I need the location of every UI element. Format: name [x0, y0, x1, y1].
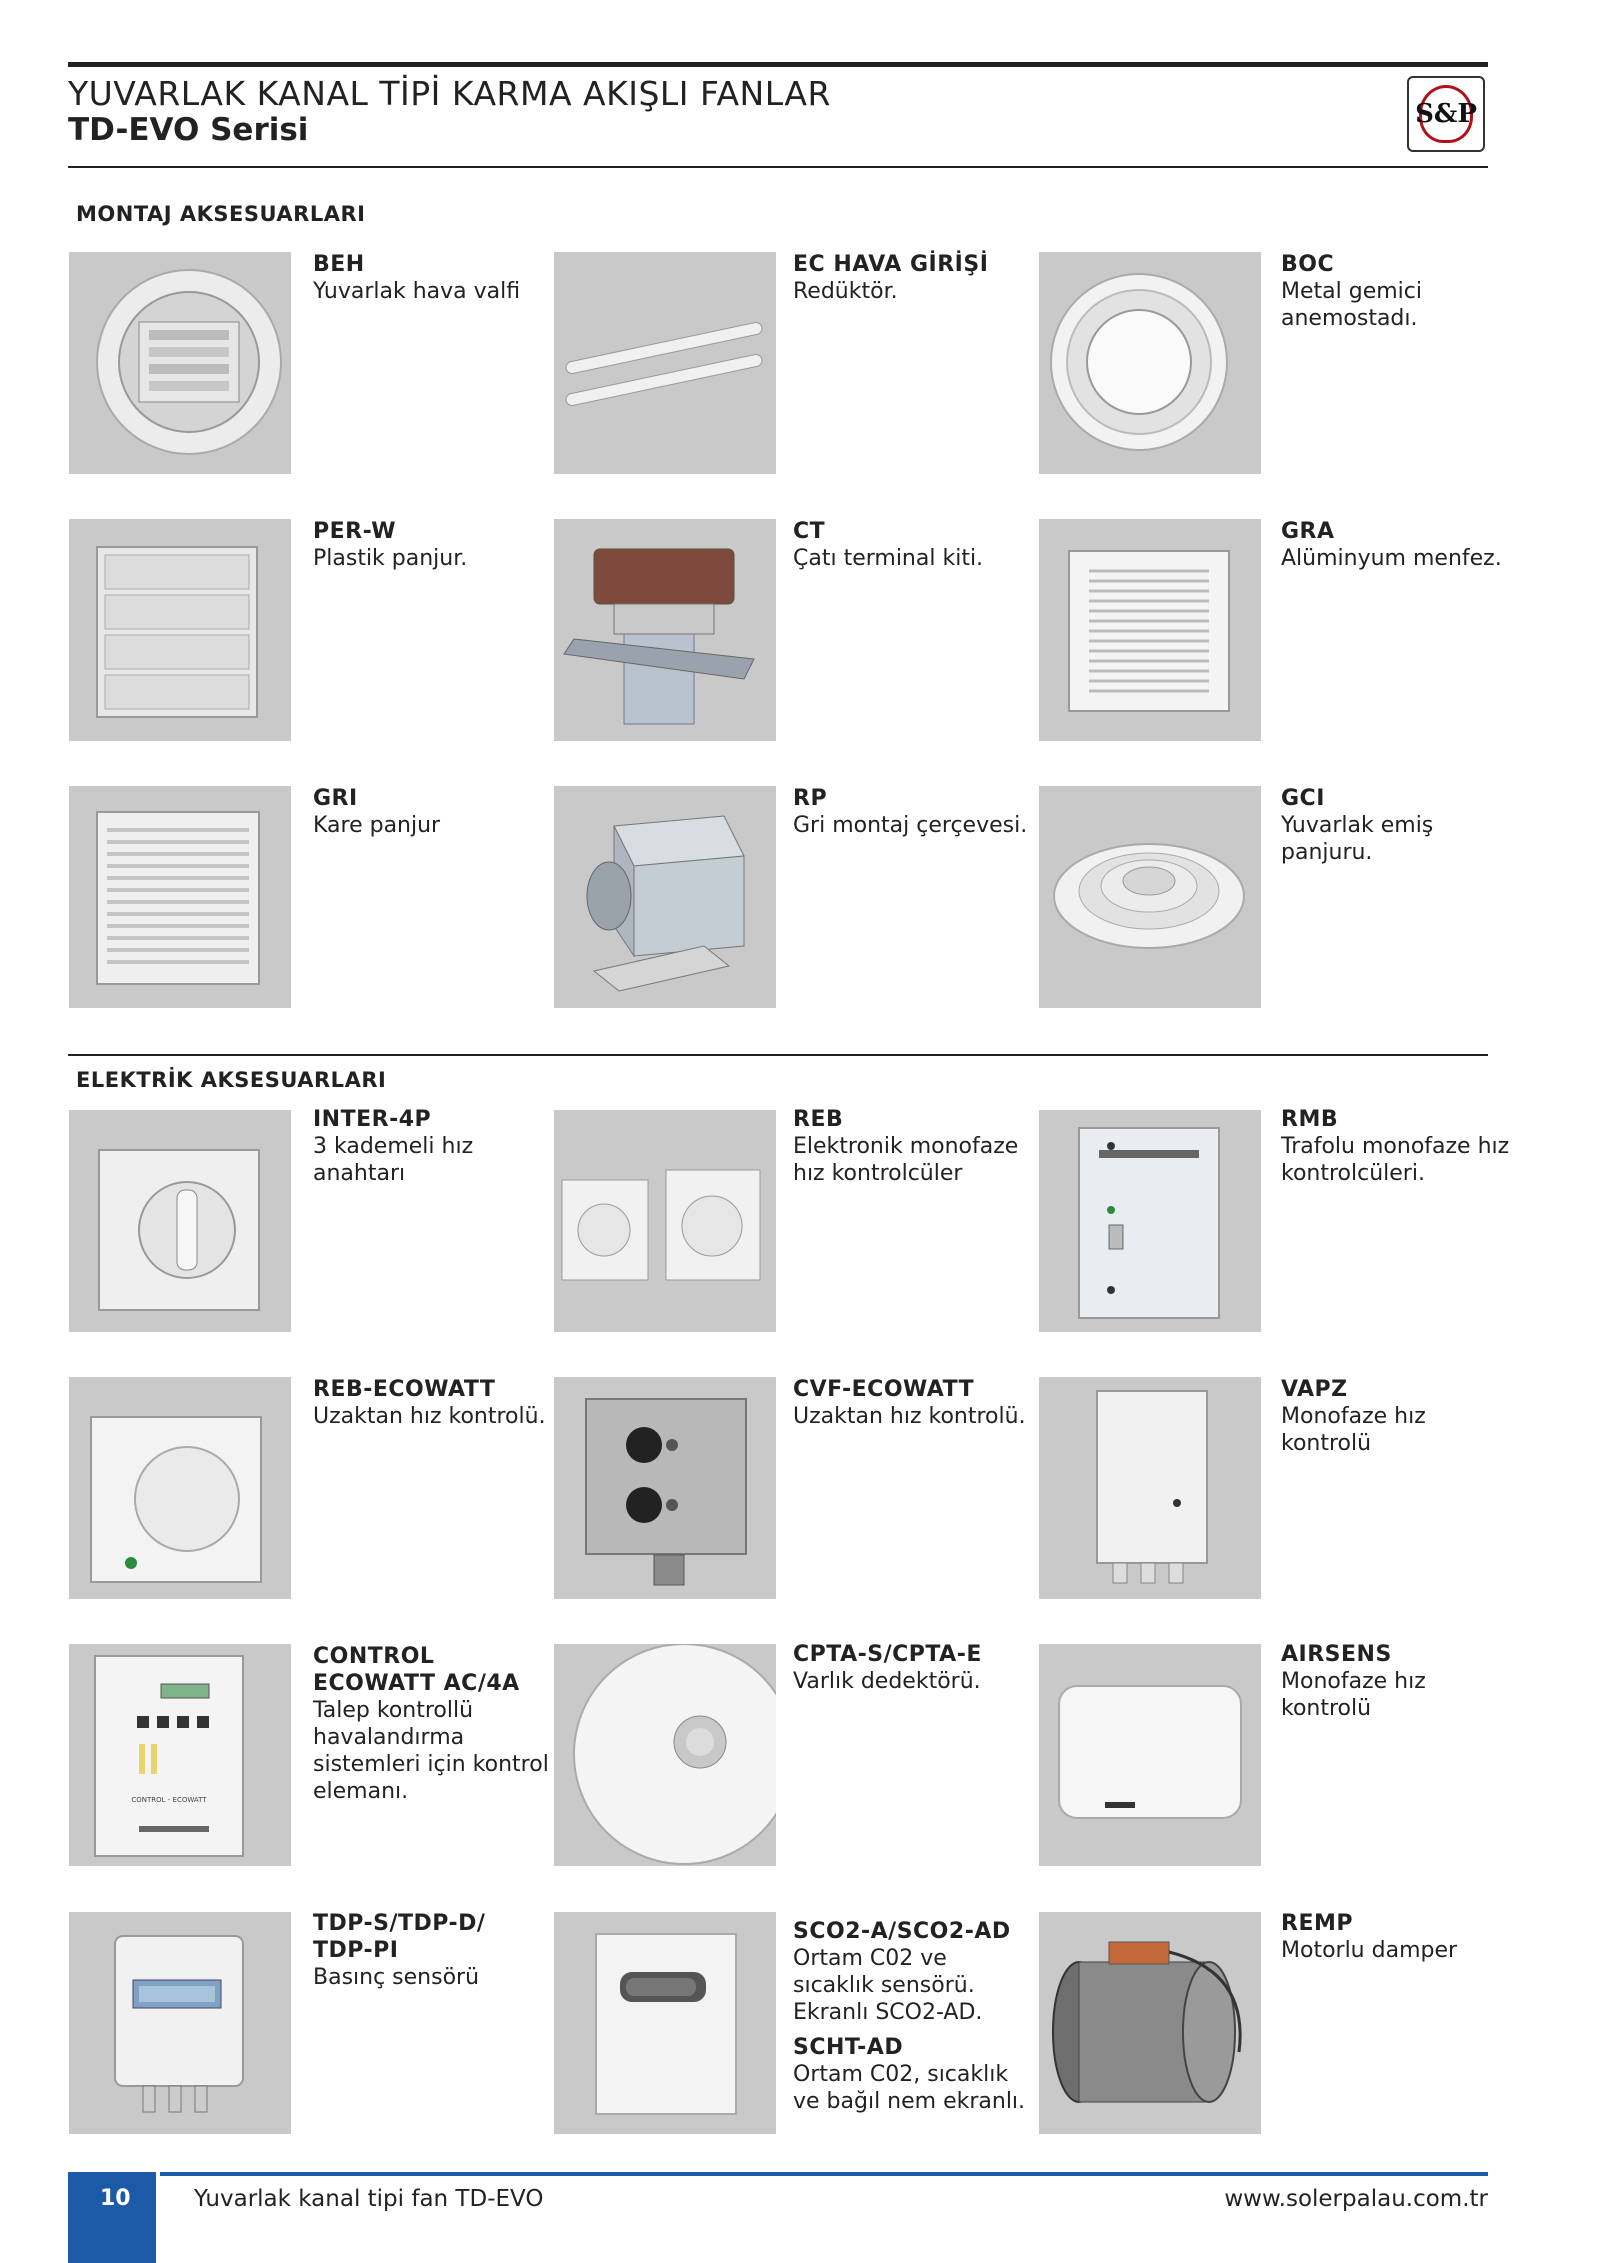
header-bottom-rule: [68, 166, 1488, 168]
product-inter-4p: [313, 1106, 553, 1187]
product-code: REMP: [1281, 1911, 1353, 1936]
product-image-ct: [554, 519, 776, 741]
product-code: REB: [793, 1107, 844, 1132]
product-description: 3 kademeli hız anahtarı: [313, 1134, 474, 1186]
product-description: Gri montaj çerçevesi.: [793, 813, 1028, 838]
product-description: Yuvarlak emiş panjuru.: [1281, 813, 1434, 865]
product-ct: [793, 518, 1033, 572]
product-image-control-ecowatt: [69, 1644, 291, 1866]
product-code: PER-W: [313, 519, 397, 544]
product-description: Kare panjur: [313, 813, 441, 838]
product-description: Ortam C02 ve sıcaklık sensörü. Ekranlı SCO2-AD.: [793, 1946, 983, 2025]
product-description: Uzaktan hız kontrolü.: [793, 1404, 1026, 1429]
product-description: Trafolu monofaze hız kontrolcüleri.: [1281, 1134, 1510, 1186]
product-sco2: [793, 1918, 1033, 2115]
product-code: VAPZ: [1281, 1377, 1348, 1402]
product-code: BOC: [1281, 252, 1335, 277]
product-code: GCI: [1281, 786, 1325, 811]
product-description: Çatı terminal kiti.: [793, 546, 984, 571]
product-code-secondary: SCHT-AD: [793, 2035, 904, 2060]
product-image-sco2: [554, 1912, 776, 2134]
product-code: BEH: [313, 252, 365, 277]
product-description: Redüktör.: [793, 279, 898, 304]
sp-logo-mark: S&P: [1419, 85, 1473, 143]
product-image-vapz: [1039, 1377, 1261, 1599]
product-remp: [1281, 1910, 1521, 1964]
product-description: Monofaze hız kontrolü: [1281, 1404, 1426, 1456]
product-code: GRA: [1281, 519, 1335, 544]
control-ecowatt-label: CONTROL - ECOWATT: [131, 1796, 207, 1804]
product-cvf-ecowatt: [793, 1376, 1033, 1430]
product-description: Elektronik monofaze hız kontrolcüler: [793, 1134, 1019, 1186]
product-image-remp: [1039, 1912, 1261, 2134]
product-vapz: [1281, 1376, 1521, 1457]
product-gra: [1281, 518, 1521, 572]
product-description: Talep kontrollü havalandırma sistemleri için kontrol elemanı.: [313, 1698, 549, 1804]
product-description: Basınç sensörü: [313, 1965, 480, 1990]
product-description: Uzaktan hız kontrolü.: [313, 1404, 546, 1429]
product-beh: [313, 251, 553, 305]
product-description-secondary: Ortam C02, sıcaklık ve bağıl nem ekranlı.: [793, 2062, 1026, 2114]
product-image-reb-ecowatt: [69, 1377, 291, 1599]
product-image-beh: [69, 252, 291, 474]
product-code: SCO2-A/SCO2-AD: [793, 1919, 1011, 1944]
product-image-tdp: [69, 1912, 291, 2134]
product-description: Motorlu damper: [1281, 1938, 1458, 1963]
product-image-rp: [554, 786, 776, 1008]
header-top-rule: [68, 62, 1488, 67]
product-airsens: [1281, 1641, 1521, 1722]
product-code: CPTA-S/CPTA-E: [793, 1642, 982, 1667]
product-rmb: [1281, 1106, 1521, 1187]
product-image-cpta: [554, 1644, 776, 1866]
product-code: CVF-ECOWATT: [793, 1377, 975, 1402]
product-image-inter-4p: [69, 1110, 291, 1332]
product-code: INTER-4P: [313, 1107, 432, 1132]
section-divider: [68, 1054, 1488, 1056]
product-image-ec-hava-girisi: [554, 252, 776, 474]
product-reb-ecowatt: [313, 1376, 553, 1430]
product-description: Metal gemici anemostadı.: [1281, 279, 1422, 331]
product-gci: [1281, 785, 1521, 866]
product-code: CT: [793, 519, 826, 544]
product-image-gri: [69, 786, 291, 1008]
product-code: TDP-S/TDP-D/ TDP-PI: [313, 1911, 486, 1963]
product-boc: [1281, 251, 1521, 332]
product-per-w: [313, 518, 553, 572]
page-number: 10: [100, 2186, 131, 2211]
product-code: EC HAVA GİRİŞİ: [793, 252, 989, 277]
footer-rule: [160, 2172, 1488, 2176]
product-cpta: [793, 1641, 1033, 1695]
product-description: Alüminyum menfez.: [1281, 546, 1502, 571]
product-ec-hava-girisi: [793, 251, 1033, 305]
section-title-montaj: MONTAJ AKSESUARLARI: [76, 202, 366, 226]
product-image-per-w: [69, 519, 291, 741]
product-image-cvf-ecowatt: [554, 1377, 776, 1599]
product-image-airsens: [1039, 1644, 1261, 1866]
product-code: AIRSENS: [1281, 1642, 1392, 1667]
product-code: CONTROL ECOWATT AC/4A: [313, 1644, 520, 1696]
product-rp: [793, 785, 1033, 839]
product-code: RMB: [1281, 1107, 1339, 1132]
product-code: RP: [793, 786, 828, 811]
product-control-ecowatt: [313, 1643, 553, 1805]
product-tdp: [313, 1910, 553, 1991]
product-description: Plastik panjur.: [313, 546, 468, 571]
product-image-boc: [1039, 252, 1261, 474]
product-gri: [313, 785, 553, 839]
product-image-rmb: [1039, 1110, 1261, 1332]
product-reb: [793, 1106, 1033, 1187]
section-title-elektrik: ELEKTRİK AKSESUARLARI: [76, 1068, 387, 1092]
product-code: REB-ECOWATT: [313, 1377, 496, 1402]
page-subtitle: TD-EVO Serisi: [68, 112, 309, 148]
sp-logo: [1407, 76, 1485, 152]
product-description: Varlık dedektörü.: [793, 1669, 981, 1694]
product-description: Yuvarlak hava valfi: [313, 279, 521, 304]
footer-title: Yuvarlak kanal tipi fan TD-EVO: [194, 2186, 544, 2212]
product-description: Monofaze hız kontrolü: [1281, 1669, 1426, 1721]
page-title: YUVARLAK KANAL TİPİ KARMA AKIŞLI FANLAR: [68, 74, 831, 113]
product-image-gra: [1039, 519, 1261, 741]
product-code: GRI: [313, 786, 358, 811]
product-image-reb: [554, 1110, 776, 1332]
footer-website-link[interactable]: www.solerpalau.com.tr: [1224, 2186, 1488, 2212]
product-image-gci: [1039, 786, 1261, 1008]
